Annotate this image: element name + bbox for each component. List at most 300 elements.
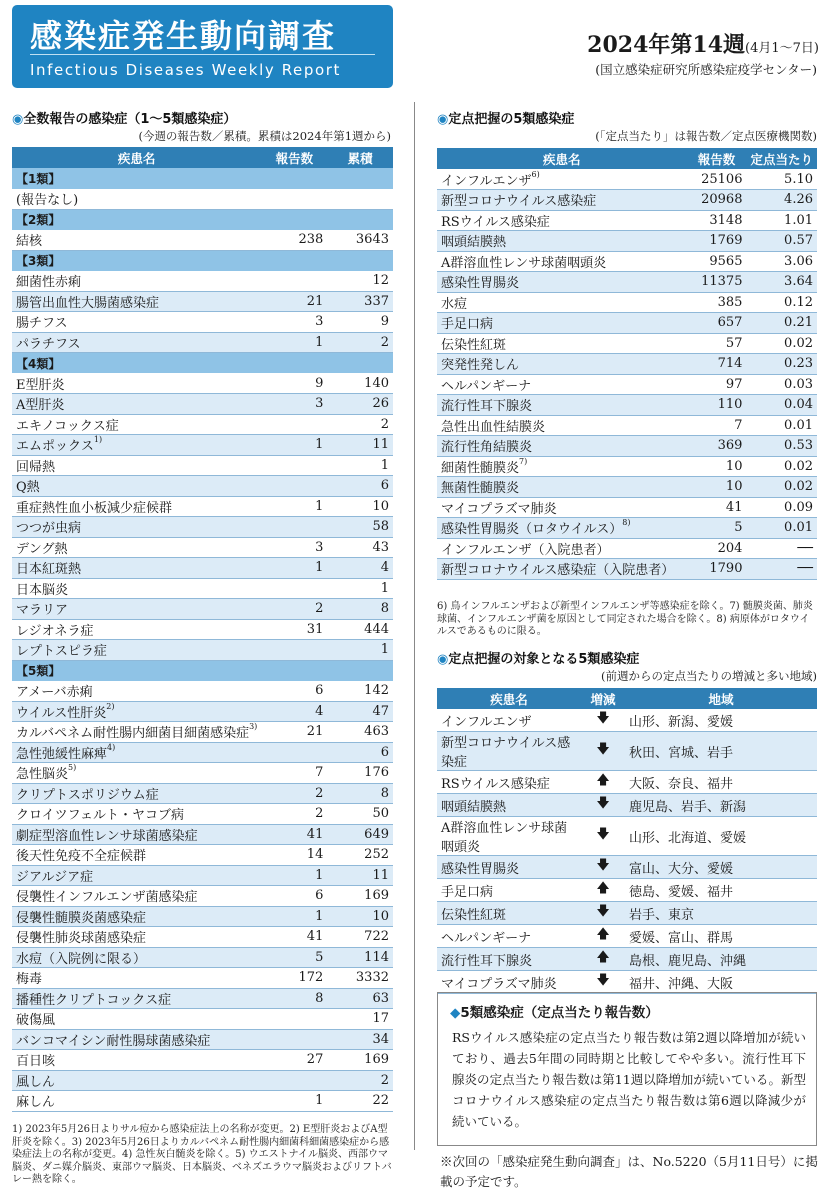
- disease-name-text: 感染性胃腸炎（ロタウイルス）: [441, 522, 623, 538]
- footnote-ref: 4): [107, 742, 116, 752]
- disease-name-text: 流行性角結膜炎: [441, 440, 533, 456]
- arrow-down-icon: 🡇: [581, 794, 625, 817]
- report-count: 369: [686, 436, 746, 457]
- table-row: [437, 456, 817, 477]
- region-list: 鹿児島、岩手、新潟: [625, 794, 817, 817]
- report-count: [261, 1029, 327, 1050]
- table-row: [12, 824, 393, 845]
- report-count: [261, 455, 327, 476]
- disease-name: [12, 619, 261, 640]
- disease-name-text: 結核: [16, 234, 43, 249]
- cumulative-value: 8: [327, 783, 393, 804]
- disease-name: [12, 230, 261, 251]
- disease-name: [12, 804, 261, 825]
- trend-row: [437, 925, 817, 948]
- table-row: [12, 927, 393, 948]
- cumulative-value: [327, 189, 393, 210]
- arrow-down-icon: 🡇: [581, 856, 625, 879]
- disease-name-text: カルバペネム耐性腸内細菌目細菌感染症: [16, 726, 250, 742]
- report-count: 97: [686, 374, 746, 395]
- summary-box-text: RSウイルス感染症の定点当たり報告数は第2週以降増加が続いており、過去5年間の同時期と比較してやや多い。流行性耳下腺炎の定点当たり報告数は第11週以降増加が続いている。新型コロナウイルス感染症の定点当たり報告数は第6週以降減少が続いている。: [452, 1030, 806, 1129]
- disease-name: 手足口病: [437, 879, 581, 902]
- report-count: 385: [686, 292, 746, 313]
- trend-row: [437, 709, 817, 732]
- disease-name-text: 突発性発しん: [441, 358, 520, 374]
- trend-row: [437, 971, 817, 994]
- disease-name: [12, 189, 261, 210]
- disease-name: [12, 537, 261, 558]
- disease-name: [12, 988, 261, 1009]
- bullet-icon: ◉: [437, 652, 449, 667]
- cumulative-value: 0.09: [746, 497, 817, 518]
- disease-name-text: 急性脳炎: [16, 767, 69, 783]
- disease-name: [437, 415, 686, 436]
- table-row: [12, 1050, 393, 1071]
- report-count: 2: [261, 783, 327, 804]
- disease-name-text: マラリア: [16, 603, 69, 619]
- table-row: [12, 1070, 393, 1091]
- category-label: 【3類】: [12, 250, 393, 271]
- cumulative-value: 0.53: [746, 436, 817, 457]
- table-row: [12, 394, 393, 415]
- disease-name-text: 急性弛緩性麻痺: [16, 746, 108, 762]
- disease-name: A群溶血性レンサ球菌咽頭炎: [437, 817, 581, 856]
- disease-name: [437, 518, 686, 539]
- report-count: 2: [261, 599, 327, 620]
- cumulative-value: 114: [327, 947, 393, 968]
- disease-name: [437, 456, 686, 477]
- cumulative-value: 3.64: [746, 272, 817, 293]
- table-row: [12, 988, 393, 1009]
- disease-name: [12, 640, 261, 661]
- report-count: 1769: [686, 231, 746, 252]
- table-row: [12, 271, 393, 292]
- disease-name-text: インフルエンザ（入院患者）: [441, 542, 610, 558]
- disease-name-text: アメーバ赤痢: [16, 685, 93, 700]
- arrow-down-icon: 🡇: [581, 971, 625, 994]
- region-list: 山形、北海道、愛媛: [625, 817, 817, 856]
- disease-name-text: マイコプラズマ肺炎: [441, 501, 557, 517]
- arrow-up-icon: 🡅: [581, 948, 625, 971]
- disease-name-text: Q熱: [16, 480, 40, 496]
- disease-name: 伝染性紅斑: [437, 902, 581, 925]
- region-list: 山形、新潟、愛媛: [625, 709, 817, 732]
- disease-name: マイコプラズマ肺炎: [437, 971, 581, 994]
- disease-name-text: ウイルス性肝炎: [16, 705, 107, 721]
- sentinel-table: [437, 148, 817, 580]
- category-label: 【2類】: [12, 209, 393, 230]
- disease-name-text: 新型コロナウイルス感染症（入院患者）: [441, 563, 675, 579]
- week-range: (4月1～7日): [745, 41, 819, 56]
- disease-name-text: 侵襲性肺炎球菌感染症: [16, 931, 147, 947]
- report-count: 238: [261, 230, 327, 251]
- col-region: 地域: [625, 688, 817, 709]
- category-label: 【4類】: [12, 353, 393, 374]
- region-list: 愛媛、富山、群馬: [625, 925, 817, 948]
- table-row: [437, 231, 817, 252]
- trend-row: [437, 948, 817, 971]
- disease-name: [437, 436, 686, 457]
- footnote-ref: 3): [249, 722, 258, 732]
- trend-section-note: (前週からの定点当たりの増減と多い地域): [601, 669, 817, 683]
- table-row: [12, 537, 393, 558]
- disease-name-text: (報告なし): [16, 193, 79, 208]
- disease-name: [12, 742, 261, 763]
- category-row: [12, 209, 393, 230]
- col-reports: 報告数: [261, 147, 327, 168]
- cumulative-value: 3332: [327, 968, 393, 989]
- cumulative-value: 142: [327, 681, 393, 702]
- report-count: 57: [686, 333, 746, 354]
- report-count: [261, 742, 327, 763]
- disease-name-text: 百日咳: [16, 1054, 56, 1070]
- table-row: [12, 517, 393, 538]
- col-disease: 疾患名: [12, 147, 261, 168]
- category-label: 【5類】: [12, 660, 393, 681]
- disease-name-text: 播種性クリプトコックス症: [16, 992, 172, 1008]
- trend-row: [437, 879, 817, 902]
- disease-name-text: E型肝炎: [16, 377, 65, 393]
- report-count: 714: [686, 354, 746, 375]
- col-cumulative: 累積: [327, 147, 393, 168]
- disease-name: 新型コロナウイルス感染症: [437, 732, 581, 771]
- disease-name-text: 細菌性赤痢: [16, 275, 82, 290]
- report-count: 1: [261, 496, 327, 517]
- disease-name: [12, 845, 261, 866]
- summary-box-title: [450, 1001, 659, 1021]
- table-row: [12, 701, 393, 722]
- disease-name-text: 日本脳炎: [16, 582, 69, 598]
- report-count: [261, 189, 327, 210]
- disease-name-text: 破傷風: [16, 1013, 56, 1029]
- disease-name-text: 腸チフス: [16, 316, 68, 332]
- report-count: 41: [261, 824, 327, 845]
- region-list: 大阪、奈良、福井: [625, 771, 817, 794]
- col-per-sentinel: 定点当たり: [746, 148, 817, 169]
- table-row: [12, 1029, 393, 1050]
- report-count: 3148: [686, 210, 746, 231]
- cumulative-value: 2: [327, 414, 393, 435]
- disease-name-text: つつが虫病: [16, 521, 82, 537]
- cumulative-value: 444: [327, 619, 393, 640]
- report-count: 110: [686, 395, 746, 416]
- table-row: [437, 477, 817, 498]
- region-list: 島根、鹿児島、沖縄: [625, 948, 817, 971]
- cumulative-value: 0.02: [746, 477, 817, 498]
- cumulative-value: 337: [327, 291, 393, 312]
- disease-name: ヘルパンギーナ: [437, 925, 581, 948]
- report-count: 9565: [686, 251, 746, 272]
- disease-name: [437, 477, 686, 498]
- disease-name-text: 麻しん: [16, 1095, 56, 1111]
- disease-name-text: エムポックス: [16, 439, 94, 455]
- cumulative-value: 22: [327, 1091, 393, 1112]
- disease-name: [12, 578, 261, 599]
- cumulative-value: 26: [327, 394, 393, 415]
- table-row: [437, 272, 817, 293]
- table-row: [12, 947, 393, 968]
- report-count: 172: [261, 968, 327, 989]
- footnote-ref: 8): [622, 518, 631, 528]
- category-row: [12, 660, 393, 681]
- cumulative-value: 9: [327, 312, 393, 333]
- disease-name: 咽頭結膜熱: [437, 794, 581, 817]
- report-count: 11375: [686, 272, 746, 293]
- trend-row: [437, 902, 817, 925]
- report-count: 6: [261, 886, 327, 907]
- cumulative-value: 47: [327, 701, 393, 722]
- trend-section-title: [437, 648, 639, 667]
- table-row: [12, 230, 393, 251]
- disease-name: [437, 313, 686, 334]
- arrow-down-icon: 🡇: [581, 902, 625, 925]
- disease-name-text: 風しん: [16, 1074, 56, 1090]
- table-row: [12, 332, 393, 353]
- disease-name: [437, 374, 686, 395]
- left-footnote: 1) 2023年5月26日よりサル痘から感染症法上の名称が変更。2) E型肝炎およびA型肝炎を除く。3) 2023年5月26日よりカルバペネム耐性腸内細菌科細菌感染症から感染症法上の名称が変更。4) 急性灰白髄炎を除く。5) ウエストナイル脳炎、西部ウマ脳炎、ダニ媒介脳炎、東部ウマ脳炎、日本脳炎、ベネズエラウマ脳炎およびリフトバレー熱を除く。: [12, 1124, 392, 1185]
- cumulative-value: 63: [327, 988, 393, 1009]
- disease-name: [437, 210, 686, 231]
- table-row: [437, 169, 817, 190]
- disease-name: インフルエンザ: [437, 709, 581, 732]
- report-count: 9: [261, 373, 327, 394]
- disease-name: [12, 599, 261, 620]
- report-count: 3: [261, 312, 327, 333]
- report-count: 27: [261, 1050, 327, 1071]
- cumulative-value: 140: [327, 373, 393, 394]
- table-row: [12, 619, 393, 640]
- report-count: 41: [686, 497, 746, 518]
- disease-name-text: 水痘（入院例に限る）: [16, 951, 147, 967]
- cumulative-value: 3643: [327, 230, 393, 251]
- table-row: [12, 414, 393, 435]
- left-section-title: [12, 108, 236, 127]
- notifiable-disease-table: [12, 147, 393, 1112]
- cumulative-value: ──: [746, 559, 817, 580]
- disease-name: [437, 395, 686, 416]
- trend-row: [437, 856, 817, 879]
- table-row: [12, 496, 393, 517]
- trend-row: [437, 794, 817, 817]
- table-row: [437, 497, 817, 518]
- footnote-ref: 2): [106, 701, 115, 711]
- region-list: 秋田、宮城、岩手: [625, 732, 817, 771]
- cumulative-value: 43: [327, 537, 393, 558]
- table-row: [12, 189, 393, 210]
- table-row: [437, 313, 817, 334]
- cumulative-value: 1: [327, 640, 393, 661]
- report-count: 1: [261, 558, 327, 579]
- disease-name: [12, 312, 261, 333]
- table-row: [12, 578, 393, 599]
- report-count: 8: [261, 988, 327, 1009]
- table-row: [437, 251, 817, 272]
- disease-name: RSウイルス感染症: [437, 771, 581, 794]
- disease-name: [12, 824, 261, 845]
- trend-row: [437, 732, 817, 771]
- disease-name: [12, 558, 261, 579]
- disease-name: [12, 701, 261, 722]
- report-count: [261, 414, 327, 435]
- table-row: [12, 906, 393, 927]
- disease-name: [12, 332, 261, 353]
- cumulative-value: 169: [327, 886, 393, 907]
- disease-name: [12, 1070, 261, 1091]
- disease-name: [12, 865, 261, 886]
- trend-section-title-text: 定点把握の対象となる5類感染症: [448, 652, 640, 667]
- right-section-note: (「定点当たり」は報告数／定点医療機関数): [595, 129, 817, 143]
- disease-name-text: ヘルパンギーナ: [441, 378, 532, 394]
- title-banner: [12, 5, 393, 88]
- cumulative-value: 0.01: [746, 415, 817, 436]
- table-row: [437, 354, 817, 375]
- week-number: 2024年第14週: [587, 32, 746, 58]
- disease-name-text: 回帰熱: [16, 459, 56, 475]
- disease-name: [437, 497, 686, 518]
- bullet-icon: ◉: [437, 112, 449, 127]
- summary-box: [437, 992, 817, 1146]
- next-issue-note: ※次回の「感染症発生動向調査」は、No.5220（5月11日号）に掲載の予定です。: [440, 1154, 818, 1189]
- disease-name-text: 伝染性紅斑: [441, 337, 507, 353]
- trend-row: [437, 817, 817, 856]
- report-count: 5: [261, 947, 327, 968]
- disease-name: [437, 190, 686, 211]
- table-row: [437, 210, 817, 231]
- disease-name: [12, 435, 261, 456]
- disease-name: [437, 354, 686, 375]
- cumulative-value: 1.01: [746, 210, 817, 231]
- footnote-ref: 6): [531, 169, 540, 179]
- disease-name: [12, 414, 261, 435]
- report-count: 1790: [686, 559, 746, 580]
- disease-name: [12, 394, 261, 415]
- report-count: 21: [261, 722, 327, 743]
- disease-name-text: 細菌性髄膜炎: [441, 460, 520, 476]
- table-row: [12, 865, 393, 886]
- cumulative-value: 2: [327, 332, 393, 353]
- cumulative-value: 11: [327, 865, 393, 886]
- disease-name: [12, 455, 261, 476]
- table-row: [12, 763, 393, 784]
- cumulative-value: 1: [327, 578, 393, 599]
- disease-name-text: クリプトスポリジウム症: [16, 787, 159, 803]
- cumulative-value: 6: [327, 476, 393, 497]
- diamond-icon: ◆: [450, 1005, 461, 1021]
- cumulative-value: 463: [327, 722, 393, 743]
- table-row: [12, 435, 393, 456]
- cumulative-value: 8: [327, 599, 393, 620]
- disease-name-text: 無菌性髄膜炎: [441, 481, 520, 497]
- cumulative-value: 0.02: [746, 333, 817, 354]
- table-row: [12, 681, 393, 702]
- disease-name: [12, 1091, 261, 1112]
- table-row: [12, 312, 393, 333]
- table-row: [12, 783, 393, 804]
- disease-name: [12, 947, 261, 968]
- disease-name: [12, 1050, 261, 1071]
- disease-name-text: 水痘: [441, 296, 468, 312]
- footnote-ref: 1): [93, 435, 103, 445]
- table-row: [12, 742, 393, 763]
- table-row: [437, 190, 817, 211]
- arrow-down-icon: 🡇: [581, 817, 625, 856]
- disease-name-text: 後天性免疫不全症候群: [16, 849, 147, 865]
- cumulative-value: 50: [327, 804, 393, 825]
- disease-name-text: ジアルジア症: [16, 869, 94, 885]
- category-label: 【1類】: [12, 168, 393, 189]
- category-row: [12, 353, 393, 374]
- cumulative-value: 17: [327, 1009, 393, 1030]
- report-count: 25106: [686, 169, 746, 190]
- disease-name: [12, 906, 261, 927]
- cumulative-value: 169: [327, 1050, 393, 1071]
- col-change: 増減: [581, 688, 625, 709]
- table-row: [12, 640, 393, 661]
- disease-name: 流行性耳下腺炎: [437, 948, 581, 971]
- report-count: 3: [261, 537, 327, 558]
- report-count: 7: [686, 415, 746, 436]
- cumulative-value: 11: [327, 435, 393, 456]
- disease-name: [12, 496, 261, 517]
- right-footnote: 6) 鳥インフルエンザおよび新型インフルエンザ等感染症を除く。7) 髄膜炎菌、肺炎球菌、インフルエンザ菌を原因として同定された場合を除く。8) 病原体がロタウイルスであるものに限る。: [437, 601, 813, 637]
- report-count: 10: [686, 477, 746, 498]
- disease-name-text: バンコマイシン耐性腸球菌感染症: [16, 1033, 211, 1049]
- cumulative-value: 10: [327, 496, 393, 517]
- table-row: [437, 538, 817, 559]
- cumulative-value: 0.03: [746, 374, 817, 395]
- report-count: 4: [261, 701, 327, 722]
- disease-name: [12, 681, 261, 702]
- disease-name-text: A群溶血性レンサ球菌咽頭炎: [441, 255, 607, 271]
- table-row: [437, 292, 817, 313]
- cumulative-value: 2: [327, 1070, 393, 1091]
- region-list: 徳島、愛媛、福井: [625, 879, 817, 902]
- report-count: 2: [261, 804, 327, 825]
- footnote-ref: 5): [68, 763, 77, 773]
- disease-name-text: RSウイルス感染症: [441, 214, 550, 230]
- disease-name: [12, 722, 261, 743]
- report-count: [261, 476, 327, 497]
- disease-name: [12, 968, 261, 989]
- table-row: [437, 436, 817, 457]
- report-count: 5: [686, 518, 746, 539]
- region-list: 福井、沖縄、大阪: [625, 971, 817, 994]
- disease-name: [12, 271, 261, 292]
- table-row: [12, 1091, 393, 1112]
- disease-name: [12, 783, 261, 804]
- table-row: [437, 395, 817, 416]
- disease-name: [437, 538, 686, 559]
- cumulative-value: ──: [746, 538, 817, 559]
- region-list: 富山、大分、愛媛: [625, 856, 817, 879]
- disease-name-text: レプトスピラ症: [16, 644, 107, 660]
- report-count: 1: [261, 332, 327, 353]
- disease-name-text: 劇症型溶血性レンサ球菌感染症: [16, 828, 198, 844]
- disease-name: [437, 559, 686, 580]
- disease-name: [437, 272, 686, 293]
- trend-row: [437, 771, 817, 794]
- table-row: [12, 291, 393, 312]
- left-section-note: (今週の報告数／累積。累積は2024年第1週から): [138, 129, 391, 143]
- category-row: [12, 168, 393, 189]
- table-header-row: [437, 688, 817, 709]
- table-row: [12, 845, 393, 866]
- disease-name: [437, 292, 686, 313]
- table-row: [12, 599, 393, 620]
- table-row: [437, 559, 817, 580]
- disease-name-text: エキノコックス症: [16, 418, 119, 434]
- cumulative-value: 1: [327, 455, 393, 476]
